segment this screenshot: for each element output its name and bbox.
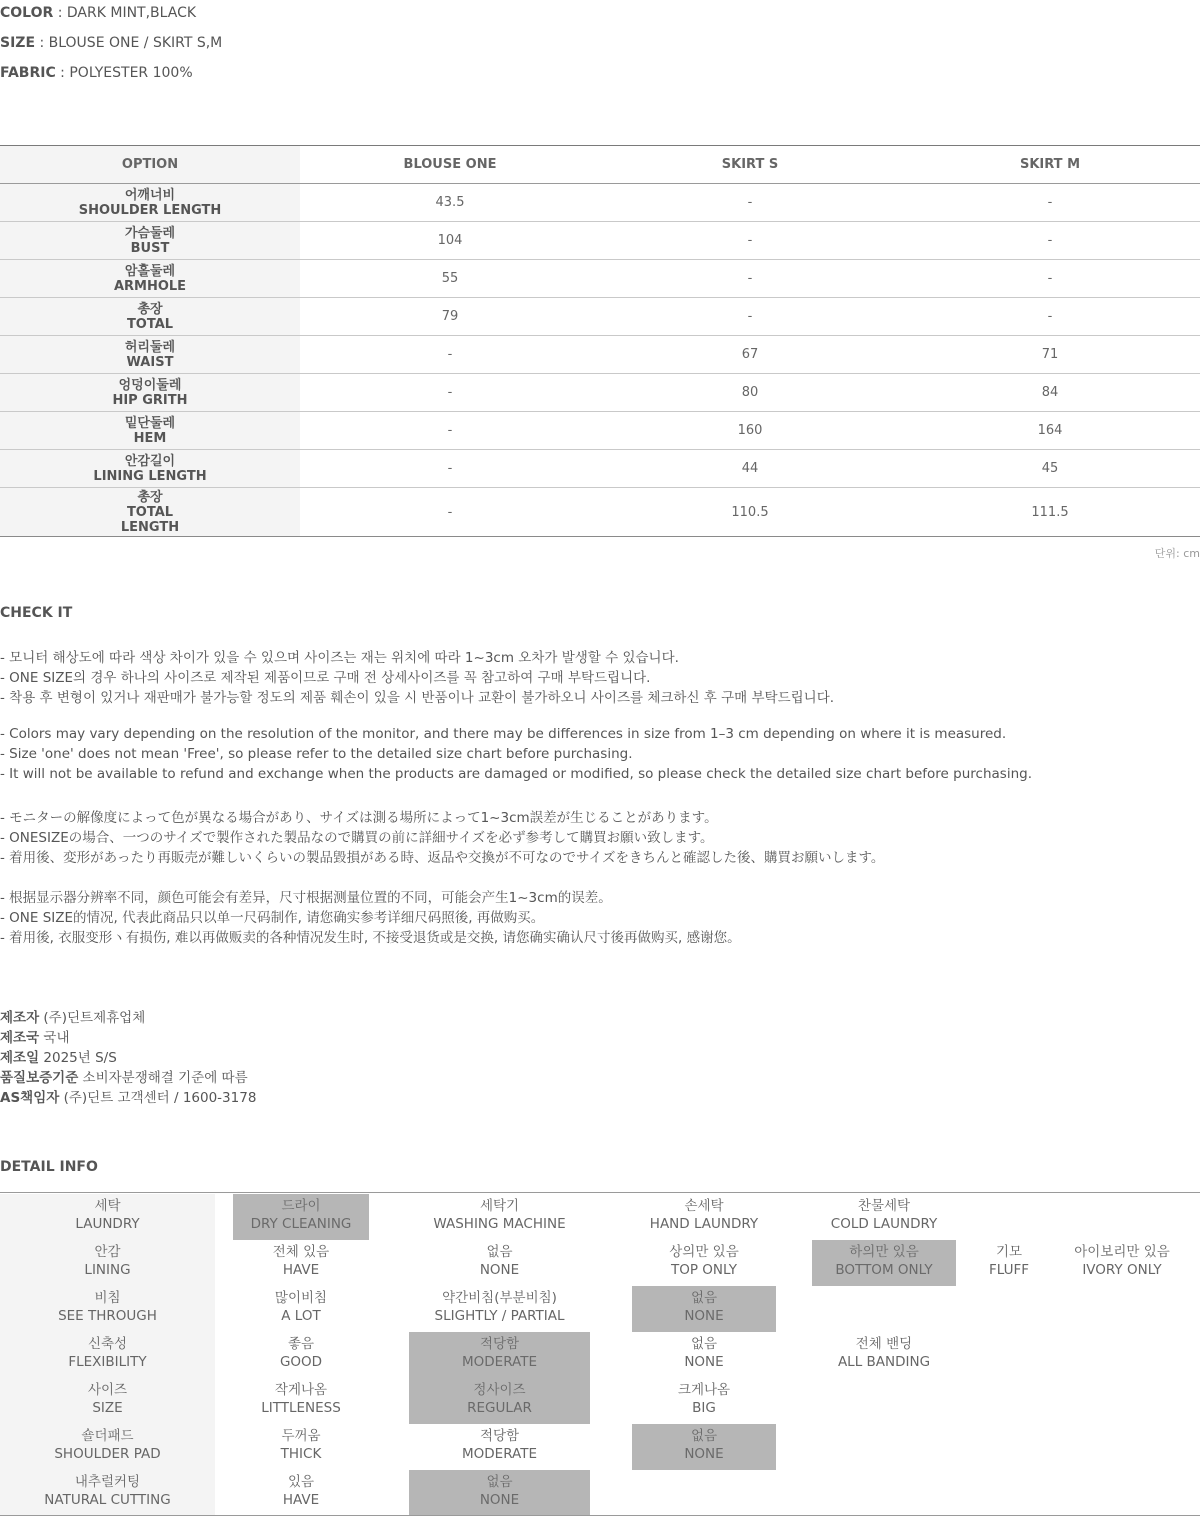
detail-label-text (0, 1381, 215, 1417)
size-row (0, 336, 1200, 374)
size-cell: 79 (300, 298, 600, 336)
spec-fabric (0, 65, 193, 81)
size-row-label-en: WAIST (126, 354, 174, 370)
header-skirt-m: SKIRT M (900, 146, 1200, 184)
detail-label-ko: 비침 (94, 1290, 121, 1306)
detail-label-text (0, 1427, 215, 1463)
detail-option-ko: 상의만 있음 (669, 1244, 739, 1260)
detail-label-ko: 신축성 (87, 1336, 128, 1352)
detail-row-label (0, 1332, 215, 1378)
detail-option (409, 1286, 590, 1332)
size-row-label-ko: 가슴둘레 (124, 225, 176, 241)
size-row-label (0, 374, 300, 412)
detail-option (632, 1332, 776, 1378)
manufacturer-value: 소비자분쟁해결 기준에 따름 (78, 1070, 248, 1086)
detail-label-text (0, 1335, 215, 1371)
detail-option (233, 1332, 369, 1378)
detail-option-en: HAVE (282, 1262, 320, 1278)
detail-option-en: MODERATE (462, 1354, 537, 1370)
detail-row-label (0, 1194, 215, 1240)
size-cell: 43.5 (300, 184, 600, 222)
detail-divider (0, 1192, 1200, 1193)
manufacturer-line (0, 1006, 145, 1026)
detail-option-en: HAND LAUNDRY (649, 1216, 759, 1232)
size-cell: 84 (900, 374, 1200, 412)
manufacturer-line (0, 1066, 248, 1086)
size-cell: - (300, 488, 600, 537)
detail-label-en: SHOULDER PAD (54, 1446, 161, 1462)
detail-label-en: SIZE (92, 1400, 123, 1416)
detail-option-en: IVORY ONLY (1082, 1262, 1162, 1278)
size-row-label (0, 336, 300, 374)
detail-option-ko: 약간비침(부분비침) (442, 1290, 557, 1306)
size-row (0, 184, 1200, 222)
manufacturer-key: 제조일 (0, 1050, 40, 1066)
detail-info-title: DETAIL INFO (0, 1159, 98, 1175)
detail-row-label (0, 1286, 215, 1332)
detail-option-ko: 크게나옴 (677, 1382, 731, 1398)
check-it-line: - It will not be available to refund and exchange when the products are damaged or modified, so please check the detailed size chart before purchasing. (0, 766, 1032, 782)
detail-bottom-divider (0, 1515, 1200, 1516)
size-cell: 45 (900, 450, 1200, 488)
size-cell: 104 (300, 222, 600, 260)
manufacturer-value: 2025년 S/S (39, 1050, 117, 1066)
size-row-label-en2: LENGTH (120, 519, 180, 535)
header-skirt-s: SKIRT S (600, 146, 900, 184)
detail-option-selected (812, 1240, 956, 1286)
detail-option-en: A LOT (281, 1308, 321, 1324)
size-cell: - (900, 260, 1200, 298)
detail-option (632, 1240, 776, 1286)
size-row (0, 450, 1200, 488)
size-table (0, 145, 1200, 537)
spec-key: COLOR (0, 5, 54, 21)
detail-option-ko: 손세탁 (684, 1198, 724, 1214)
manufacturer-value: 국내 (39, 1030, 70, 1046)
size-cell: 55 (300, 260, 600, 298)
size-row-label-ko: 안감길이 (124, 453, 176, 469)
detail-option-selected (409, 1470, 590, 1516)
detail-option-en: BIG (692, 1400, 716, 1416)
detail-option (233, 1470, 369, 1516)
detail-option-selected (409, 1378, 590, 1424)
size-row (0, 374, 1200, 412)
detail-label-ko: 내추럴커팅 (74, 1474, 141, 1490)
detail-label-text (0, 1197, 215, 1233)
detail-option (812, 1194, 956, 1240)
size-row-label-ko: 총장 (137, 489, 163, 505)
size-row (0, 260, 1200, 298)
check-it-line: - ONESIZEの場合、一つのサイズで製作された製品なので購買の前に詳細サイズを必ず参考して購買お願い致します。 (0, 830, 714, 846)
size-row-label-en: ARMHOLE (113, 278, 187, 294)
detail-option-en: SLIGHTLY / PARTIAL (434, 1308, 565, 1324)
size-row-label (0, 184, 300, 222)
size-row (0, 412, 1200, 450)
check-it-line: - 착용 후 변형이 있거나 재판매가 불가능할 정도의 제품 훼손이 있을 시 반품이나 교환이 불가하오니 사이즈를 체크하신 후 구매 부탁드립니다. (0, 690, 835, 706)
detail-label-text (0, 1243, 215, 1279)
size-cell: 44 (600, 450, 900, 488)
size-cell: - (900, 222, 1200, 260)
size-row-label-ko: 밑단둘레 (124, 415, 176, 431)
detail-label-ko: 숄더패드 (81, 1428, 134, 1444)
detail-option-ko: 좋음 (287, 1336, 315, 1352)
size-cell: - (600, 222, 900, 260)
detail-option (632, 1378, 776, 1424)
detail-option-en: FLUFF (988, 1262, 1030, 1278)
detail-option (233, 1286, 369, 1332)
detail-option (409, 1424, 590, 1470)
size-cell: - (600, 298, 900, 336)
detail-option (409, 1240, 590, 1286)
detail-label-ko: 사이즈 (87, 1382, 128, 1398)
size-cell: - (600, 260, 900, 298)
detail-row-label (0, 1470, 215, 1516)
detail-option-en: ALL BANDING (837, 1354, 931, 1370)
header-blouse-one: BLOUSE ONE (300, 146, 600, 184)
detail-option-ko: 하의만 있음 (849, 1244, 919, 1260)
spec-color (0, 5, 196, 21)
detail-option-en: HAVE (282, 1492, 320, 1508)
detail-option-en: BOTTOM ONLY (835, 1262, 933, 1278)
detail-option (1060, 1240, 1184, 1286)
detail-option-ko: 정사이즈 (473, 1382, 526, 1398)
size-cell: 80 (600, 374, 900, 412)
detail-option-ko: 많이비침 (274, 1290, 328, 1306)
detail-option-en: NONE (684, 1354, 724, 1370)
spec-value: : DARK MINT,BLACK (53, 5, 197, 21)
check-it-line: - ONE SIZE의 경우 하나의 사이즈로 제작된 제품이므로 구매 전 상세사이즈를 꼭 참고하여 구매 부탁드립니다. (0, 670, 651, 686)
detail-option-ko: 기모 (995, 1244, 1023, 1260)
check-it-line: - 着用後、変形があったり再販売が難しいくらいの製品毀損がある時、返品や交換が不可なのでサイズをきちんと確認した後、購買お願いします。 (0, 850, 885, 866)
size-row-label-ko: 어깨너비 (124, 187, 176, 203)
size-row-label (0, 222, 300, 260)
detail-option (812, 1332, 956, 1378)
detail-option-en: DRY CLEANING (250, 1216, 352, 1232)
spec-value: : POLYESTER 100% (55, 65, 193, 81)
detail-row-label (0, 1424, 215, 1470)
detail-option-selected (233, 1194, 369, 1240)
detail-option (632, 1194, 776, 1240)
spec-key: FABRIC (0, 65, 56, 81)
check-it-line: - モニターの解像度によって色が異なる場合があり、サイズは測る場所によって1~3cm誤差が生じることがあります。 (0, 810, 718, 826)
detail-option-selected (632, 1424, 776, 1470)
manufacturer-value: (주)딘트제휴업체 (39, 1010, 146, 1026)
detail-option-en: WASHING MACHINE (433, 1216, 566, 1232)
detail-option-ko: 전체 있음 (272, 1244, 330, 1260)
detail-row-label (0, 1378, 215, 1424)
size-cell: - (300, 450, 600, 488)
size-row-label-en: HEM (133, 430, 167, 446)
detail-label-ko: 세탁 (94, 1198, 121, 1214)
check-it-line: - 着用後, 衣服变形ヽ有损伤, 难以再做贩卖的各种情况发生时, 不接受退货或是交换, 请您确实确认尺寸後再做购买, 感谢您。 (0, 930, 741, 946)
manufacturer-key: 품질보증기준 (0, 1070, 79, 1086)
detail-option-ko: 전체 밴딩 (855, 1336, 913, 1352)
detail-label-en: SEE THROUGH (58, 1308, 157, 1324)
header-option: OPTION (0, 146, 300, 184)
size-row-label-ko: 엉덩이둘레 (118, 377, 182, 393)
check-it-title: CHECK IT (0, 605, 73, 621)
detail-option-ko: 적당함 (479, 1428, 520, 1444)
detail-option-en: GOOD (279, 1354, 323, 1370)
detail-option (409, 1194, 590, 1240)
size-cell: 164 (900, 412, 1200, 450)
size-cell: - (300, 336, 600, 374)
detail-option-selected (632, 1286, 776, 1332)
detail-option (962, 1240, 1056, 1286)
manufacturer-line (0, 1026, 70, 1046)
size-row-label-en: LINING LENGTH (93, 468, 207, 484)
unit-label: 단위: cm (1154, 547, 1200, 560)
detail-option (233, 1424, 369, 1470)
detail-option-ko: 찬물세탁 (857, 1198, 911, 1214)
manufacturer-key: 제조국 (0, 1030, 40, 1046)
detail-option-ko: 없음 (486, 1474, 513, 1490)
detail-label-ko: 안감 (94, 1244, 121, 1260)
detail-option-ko: 드라이 (281, 1198, 321, 1214)
size-row-label (0, 298, 300, 336)
check-it-line: - ONE SIZE的情况, 代表此商品只以单一尺码制作, 请您确实参考详细尺码照後, 再做购买。 (0, 910, 545, 926)
size-row-label-en: SHOULDER LENGTH (78, 202, 222, 218)
size-row (0, 222, 1200, 260)
manufacturer-key: AS책임자 (0, 1090, 60, 1106)
manufacturer-key: 제조자 (0, 1010, 40, 1026)
check-it-line: - 모니터 해상도에 따라 색상 차이가 있을 수 있으며 사이즈는 재는 위치에 따라 1~3cm 오차가 발생할 수 있습니다. (0, 650, 679, 666)
size-cell: 71 (900, 336, 1200, 374)
detail-option-en: MODERATE (462, 1446, 537, 1462)
detail-option-ko: 없음 (690, 1428, 718, 1444)
spec-key: SIZE (0, 35, 36, 51)
size-cell: - (300, 412, 600, 450)
size-row-label-ko: 허리둘레 (124, 339, 176, 355)
size-row-label-en: BUST (130, 240, 170, 256)
size-row-label-ko: 암홀둘레 (124, 263, 176, 279)
spec-value: : BLOUSE ONE / SKIRT S,M (35, 35, 223, 51)
detail-option-ko: 두꺼움 (281, 1428, 321, 1444)
detail-option-ko: 적당함 (479, 1336, 520, 1352)
detail-option-ko: 없음 (486, 1244, 513, 1260)
spec-size (0, 35, 222, 51)
detail-option-en: THICK (280, 1446, 322, 1462)
manufacturer-line (0, 1046, 117, 1066)
detail-label-en: LINING (84, 1262, 131, 1278)
detail-label-text (0, 1473, 215, 1509)
detail-label-en: NATURAL CUTTING (44, 1492, 171, 1508)
size-row (0, 488, 1200, 537)
detail-option-en: LITTLENESS (261, 1400, 341, 1416)
size-cell: 67 (600, 336, 900, 374)
detail-option-ko: 아이보리만 있음 (1074, 1244, 1170, 1260)
size-cell: - (600, 184, 900, 222)
size-cell: 111.5 (900, 488, 1200, 537)
size-row-label-en: HIP GRITH (112, 392, 188, 408)
detail-option (233, 1378, 369, 1424)
size-row-label (0, 260, 300, 298)
size-row-label (0, 450, 300, 488)
detail-label-en: FLEXIBILITY (68, 1354, 147, 1370)
detail-option-ko: 작게나옴 (274, 1382, 328, 1398)
manufacturer-value: (주)딘트 고객센터 / 1600-3178 (59, 1090, 257, 1106)
detail-option-ko: 세탁기 (479, 1198, 520, 1214)
size-row (0, 298, 1200, 336)
detail-option-en: NONE (479, 1262, 520, 1278)
size-cell: - (300, 374, 600, 412)
size-row-label-en: TOTAL (126, 316, 174, 332)
detail-option-en: NONE (684, 1308, 724, 1324)
detail-option-en: REGULAR (467, 1400, 532, 1416)
manufacturer-line (0, 1086, 256, 1106)
size-cell: 160 (600, 412, 900, 450)
check-it-line: - Colors may vary depending on the resolution of the monitor, and there may be differences in size from 1–3 cm depending on where it is measured. (0, 726, 1007, 742)
size-row-label-ko: 총장 (137, 301, 163, 317)
size-table-body (0, 184, 1200, 537)
detail-label-en: LAUNDRY (75, 1216, 140, 1232)
detail-option-en: COLD LAUNDRY (830, 1216, 938, 1232)
detail-option-ko: 있음 (287, 1474, 315, 1490)
detail-option-selected (409, 1332, 590, 1378)
detail-label-text (0, 1289, 215, 1325)
size-cell: - (900, 298, 1200, 336)
size-cell: 110.5 (600, 488, 900, 537)
check-it-line: - Size 'one' does not mean 'Free', so please refer to the detailed size chart before purchasing. (0, 746, 633, 762)
size-row-label (0, 412, 300, 450)
detail-option-en: NONE (479, 1492, 520, 1508)
size-row-label (0, 488, 300, 537)
size-table-header (0, 146, 1200, 184)
size-cell: - (900, 184, 1200, 222)
size-row-label-en: TOTAL (126, 504, 174, 520)
detail-option-en: NONE (684, 1446, 724, 1462)
check-it-line: - 根据显示器分辨率不同，颜色可能会有差异，尺寸根据测量位置的不同，可能会产生1~3cm的误差。 (0, 890, 612, 906)
detail-option-ko: 없음 (690, 1290, 718, 1306)
detail-option-en: TOP ONLY (670, 1262, 737, 1278)
detail-option-ko: 없음 (690, 1336, 718, 1352)
detail-option (233, 1240, 369, 1286)
detail-row-label (0, 1240, 215, 1286)
